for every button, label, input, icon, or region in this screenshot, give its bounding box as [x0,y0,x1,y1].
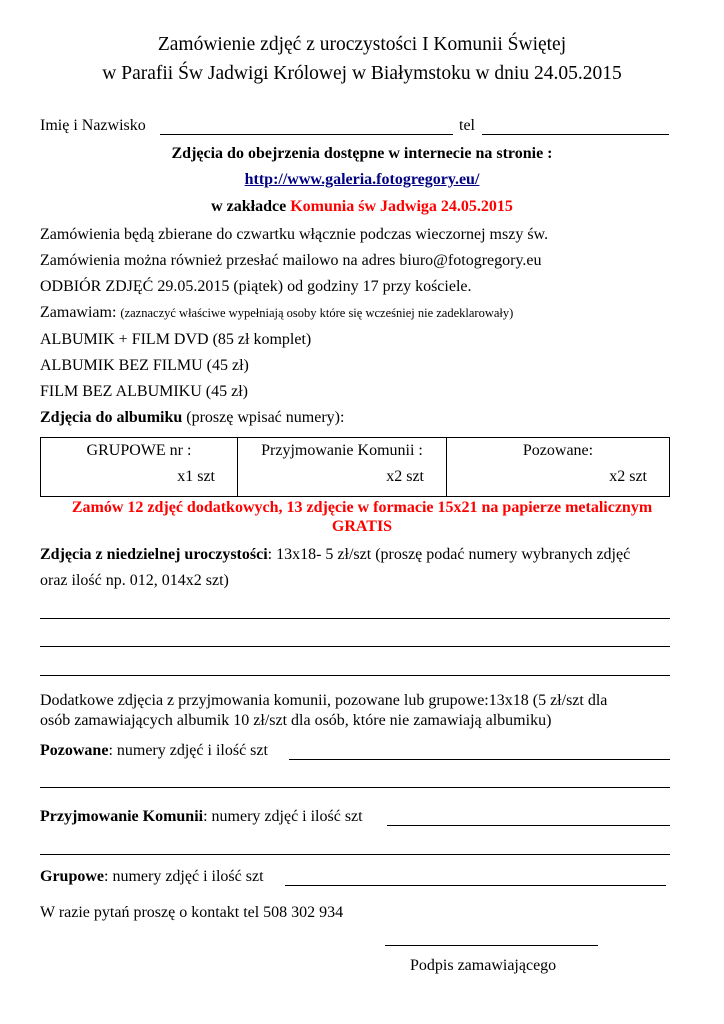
communion-label-bold: Przyjmowanie Komunii [40,808,204,825]
posed-field-line[interactable] [289,759,670,760]
title-line-1: Zamówienie zdjęć z uroczystości I Komunii Świętej [157,34,567,55]
signature-line[interactable] [385,945,598,946]
sunday-write-line-1[interactable] [40,618,670,619]
promo-line-1: Zamów 12 zdjęć dodatkowych, 13 zdjęcie w formacie 15x21 na papierze metalicznym [71,499,653,516]
info-line-1: Zamówienia będą zbierane do czwartku włącznie podczas wieczornej mszy św. [40,226,549,243]
gallery-tab-prefix: w zakładce [211,198,287,215]
posed-label-rest: : numery zdjęć i ilość szt [108,742,268,759]
additional-line-1: Dodatkowe zdjęcia z przyjmowania komunii, pozowane lub grupowe:13x18 (5 zł/szt dla [40,692,608,709]
order-option-3[interactable]: FILM BEZ ALBUMIKU (45 zł) [40,383,248,400]
group-label-rest: : numery zdjęć i ilość szt [104,868,264,885]
album-cell-group-qty: x1 szt [177,468,215,485]
info-line-2: Zamówienia można również przesłać mailowo na adres biuro@fotogregory.eu [40,252,542,269]
communion-extra-line[interactable] [40,854,670,855]
order-label-line [40,304,513,322]
group-field-line[interactable] [285,885,666,886]
tel-label: tel [459,117,475,134]
sunday-write-line-2[interactable] [40,646,670,647]
posed-field-label [40,742,268,760]
communion-label-rest: : numery zdjęć i ilość szt [203,808,363,825]
group-field-label [40,868,264,886]
promo-line-2: GRATIS [331,518,393,535]
sunday-line-2: oraz ilość np. 012, 014x2 szt) [40,572,229,589]
order-note: (zaznaczyć właściwe wypełniają osoby które się wcześniej nie zadeklarowały) [120,306,514,320]
posed-extra-line[interactable] [40,787,670,788]
album-cell-communion-qty: x2 szt [386,468,424,485]
gallery-tab-name: Komunia św Jadwiga 24.05.2015 [290,198,513,215]
album-cell-communion[interactable] [238,438,447,497]
name-field-line[interactable] [160,134,453,135]
sunday-write-line-3[interactable] [40,675,670,676]
communion-field-label [40,808,363,826]
sunday-line-1 [40,546,630,564]
online-intro: Zdjęcia do obejrzenia dostępne w internecie na stronie : [171,145,553,162]
order-option-2[interactable]: ALBUMIK BEZ FILMU (45 zł) [40,357,249,374]
album-cell-posed[interactable] [447,438,670,497]
album-photos-table [40,437,670,497]
album-photos-label [40,409,344,427]
additional-line-2: osób zamawiających albumik 10 zł/szt dla osób, które nie zamawiają albumiku) [40,712,552,729]
album-photos-label-rest: (proszę wpisać numery): [182,409,345,426]
album-cell-group[interactable] [41,438,238,497]
album-cell-posed-qty: x2 szt [609,468,647,485]
title-line-2: w Parafii Św Jadwigi Królowej w Białymstoku w dniu 24.05.2015 [102,63,622,84]
album-cell-group-title: GRUPOWE nr : [86,442,192,459]
gallery-tab-line [0,198,724,216]
name-label: Imię i Nazwisko [40,117,146,134]
communion-field-line[interactable] [387,825,670,826]
gallery-link[interactable]: http://www.galeria.fotogregory.eu/ [244,171,480,188]
group-label-bold: Grupowe [40,868,104,885]
order-label: Zamawiam: [40,304,117,321]
album-cell-posed-title: Pozowane: [522,442,594,459]
signature-label: Podpis zamawiającego [410,957,557,974]
tel-field-line[interactable] [482,134,669,135]
info-line-3: ODBIÓR ZDJĘĆ 29.05.2015 (piątek) od godziny 17 przy kościele. [40,278,472,295]
sunday-label-bold: Zdjęcia z niedzielnej uroczystości [40,546,268,563]
order-option-1[interactable]: ALBUMIK + FILM DVD (85 zł komplet) [40,331,312,348]
sunday-text-1: : 13x18- 5 zł/szt (proszę podać numery wybranych zdjęć [267,546,631,563]
posed-label-bold: Pozowane [40,742,109,759]
album-photos-label-bold: Zdjęcia do albumiku [40,409,183,426]
contact-line: W razie pytań proszę o kontakt tel 508 302 934 [40,904,344,921]
album-cell-communion-title: Przyjmowanie Komunii : [261,442,423,459]
